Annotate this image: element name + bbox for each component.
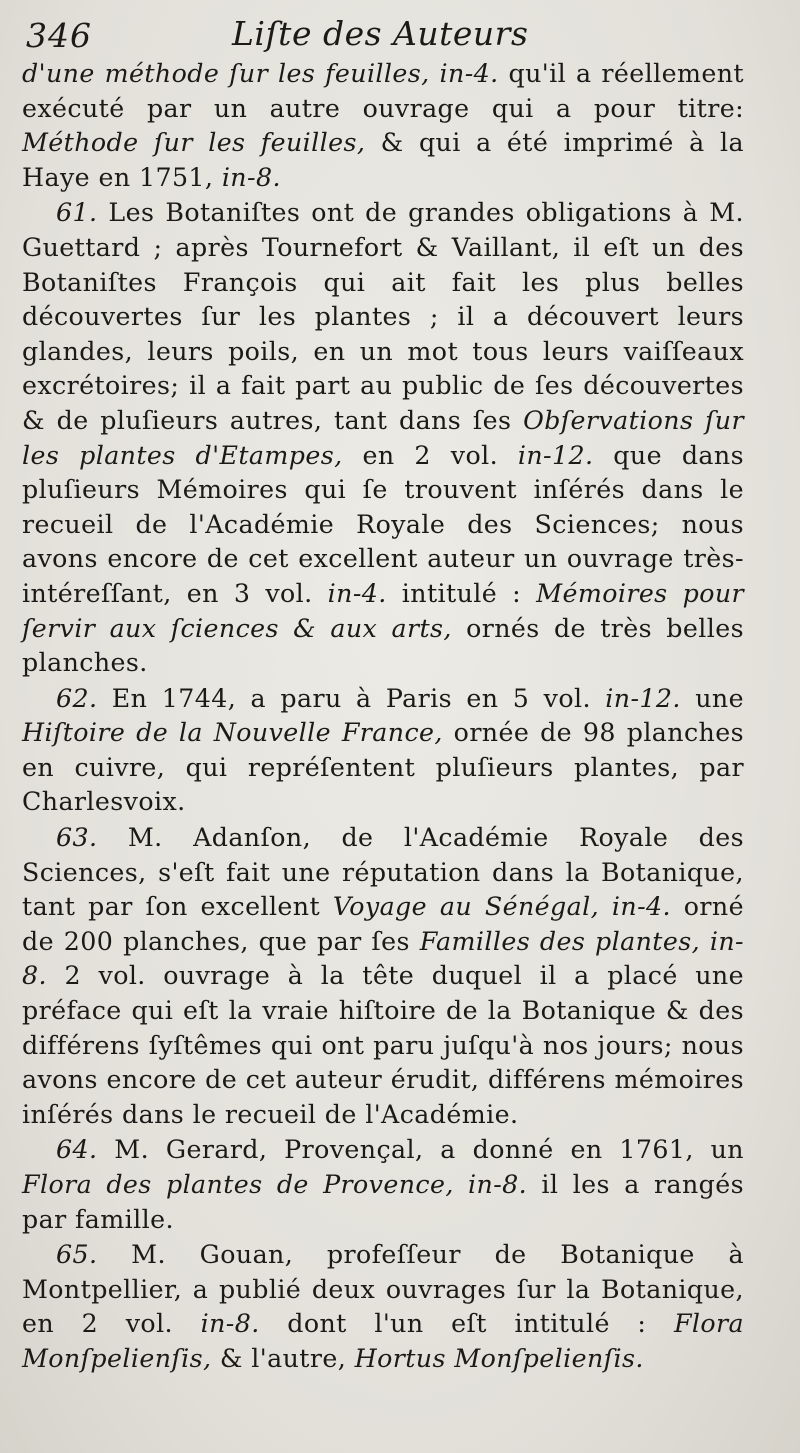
text-run: & qui a été imprimé à la Haye en 1751,: [22, 128, 744, 192]
text-run: Les Botaniſtes ont de grandes obligations à M. Guettard ; après Tournefort & Vaillant, il eſt un des Botaniſtes François qui ait fait les plus belles découvertes ſur les plantes ; il a découvert leurs glandes, leurs poils, en un mot tous leurs vaiſſeaux excrétoires; il a fait part au public de ſes découvertes & de pluſieurs autres, tant dans ſes: [22, 198, 744, 435]
text-italic: Mémoires pour ſervir aux ſciences & aux arts,: [22, 578, 745, 643]
text-run: En 1744, a paru à Paris en 5 vol.: [97, 683, 606, 713]
entry-number: 61.: [56, 198, 98, 228]
continuation-paragraph: [22, 57, 744, 195]
text-italic: Flora Monſpelienſis,: [22, 1309, 744, 1373]
entry-63: [22, 821, 744, 1132]
text-run: dont l'un eſt intitulé :: [259, 1309, 674, 1339]
text-run: orné de 200 planches, que par ſes: [22, 892, 744, 956]
page-header: [0, 14, 800, 60]
entry-61: [22, 196, 744, 680]
running-title: Liſte des Auteurs: [232, 14, 529, 53]
entry-number: 65.: [56, 1240, 98, 1270]
text-run: ornés de très belles planches.: [22, 613, 744, 678]
text-italic: Hiſtoire de la Nouvelle France,: [22, 718, 443, 748]
text-run: que dans pluſieurs Mémoires qui ſe trouvent inſérés dans le recueil de l'Académie Royale des Sciences; nous avons encore de cet excellent auteur un ouvrage très-intéreſſant, en 3 vol.: [22, 440, 744, 608]
text-italic: Voyage au Sénégal, in-4.: [332, 892, 671, 922]
text-run: M. Adanſon, de l'Académie Royale des Sciences, s'eſt fait une réputation dans la Botanique, tant par ſon excellent: [22, 823, 744, 922]
entry-64: [22, 1133, 744, 1237]
body-text: [22, 57, 744, 1377]
text-italic: Flora des plantes de Provence, in-8.: [22, 1170, 528, 1199]
text-run: une: [680, 683, 744, 713]
text-run: & l'autre,: [211, 1343, 355, 1373]
text-run: intitulé :: [386, 578, 537, 608]
entry-number: 63.: [56, 823, 98, 853]
text-italic: Hortus Monſpelienſis.: [354, 1343, 644, 1373]
text-italic: Familles des plantes, in-8.: [22, 926, 744, 991]
text-italic: Méthode ſur les feuilles,: [22, 128, 366, 158]
text-italic: in-8.: [200, 1309, 260, 1339]
entry-65: [22, 1238, 744, 1376]
text-italic: in-4.: [327, 578, 387, 608]
text-italic: in-12.: [517, 440, 594, 470]
text-run: qu'il a réellement exécuté par un autre ouvrage qui a pour titre:: [22, 59, 744, 123]
text-italic: in-8.: [221, 162, 281, 192]
page-number: 346: [26, 16, 92, 55]
entry-number: 62.: [56, 683, 98, 713]
text-run: M. Gouan, profeſſeur de Botanique à Montpellier, a publié deux ouvrages ſur la Botanique, en 2 vol.: [22, 1240, 744, 1339]
text-italic: in-12.: [605, 683, 681, 713]
text-run: il les a rangés par famille.: [22, 1170, 744, 1234]
text-italic: d'une méthode ſur les feuilles, in-4.: [22, 59, 499, 88]
text-italic: Obſervations ſur les plantes d'Etampes,: [22, 405, 744, 470]
text-run: M. Gerard, Provençal, a donné en 1761, un: [97, 1135, 744, 1165]
entry-62: [22, 682, 744, 820]
text-run: ornée de 98 planches en cuivre, qui repréſentent pluſieurs plantes, par Charlesvoix.: [22, 718, 744, 817]
text-run: en 2 vol.: [342, 440, 518, 470]
text-run: 2 vol. ouvrage à la tête duquel il a placé une préface qui eſt la vraie hiſtoire de la Botanique & des différens ſyſtêmes qui ont paru juſqu'à nos jours; nous avons encore de cet auteur érudit, différens mémoires inſérés dans le recueil de l'Académie.: [22, 961, 744, 1129]
entry-number: 64.: [56, 1135, 98, 1165]
